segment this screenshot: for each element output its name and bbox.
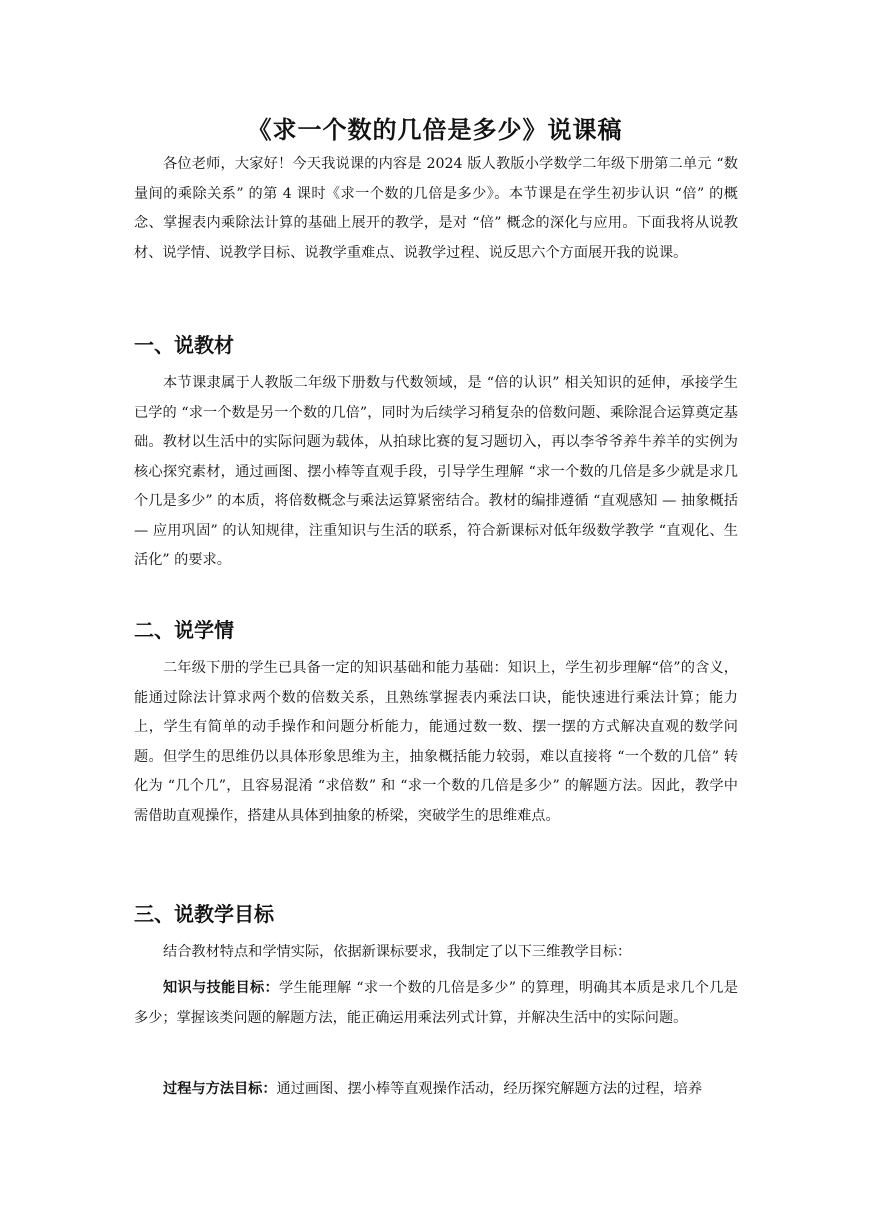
- goal-knowledge-text: 学生能理解 “求一个数的几倍是多少” 的算理，明确其本质是求几个几是多少；掌握该类问题的解题方法，能正确运用乘法列式计算，并解决生活中的实际问题。: [134, 980, 738, 1026]
- intro-paragraph: 各位老师，大家好！今天我说课的内容是 2024 版人教版小学数学二年级下册第二单元 “数量间的乘除关系” 的第 4 课时《求一个数的几倍是多少》。本节课是在学生初步认识 “倍” 的概念、掌握表内乘除法计算的基础上展开的教学，是对 “倍” 概念的深化与应用。下面我将从说教材、说学情、说教学目标、说教学重难点、说教学过程、说反思六个方面展开我的说课。: [134, 156, 738, 261]
- section-heading-students: 二、说学情: [134, 618, 234, 642]
- document-title: 《求一个数的几倍是多少》说课稿: [247, 116, 623, 144]
- goal-process-lead: 过程与方法目标：: [163, 1081, 277, 1097]
- section-body-textbook: 本节课隶属于人教版二年级下册数与代数领域，是 “倍的认识” 相关知识的延伸，承接学生已学的 “求一个数是另一个数的几倍”，同时为后续学习稍复杂的倍数问题、乘除混合运算奠定基础。教材以生活中的实际问题为载体，从拍球比赛的复习题切入，再以李爷爷养牛养羊的实例为核心探究素材，通过画图、摆小棒等直观手段，引导学生理解 “求一个数的几倍是多少就是求几个几是多少” 的本质，将倍数概念与乘法运算紧密结合。教材的编排遵循 “直观感知 — 抽象概括 — 应用巩固” 的认知规律，注重知识与生活的联系，符合新课标对低年级数学教学 “直观化、生活化” 的要求。: [134, 375, 738, 568]
- goal-knowledge-paragraph: [134, 974, 738, 1033]
- section-heading-textbook: 一、说教材: [134, 333, 234, 357]
- section-heading-goals: 三、说教学目标: [134, 902, 274, 926]
- goal-process-paragraph: [134, 1075, 738, 1105]
- section-body-goals: 结合教材特点和学情实际，依据新课标要求，我制定了以下三维教学目标：: [163, 944, 632, 960]
- section-body-students: 二年级下册的学生已具备一定的知识基础和能力基础：知识上，学生初步理解“倍”的含义，能通过除法计算求两个数的倍数关系，且熟练掌握表内乘法口诀，能快速进行乘法计算；能力上，学生有简单的动手操作和问题分析能力，能通过数一数、摆一摆的方式解决直观的数学问题。但学生的思维仍以具体形象思维为主，抽象概括能力较弱，难以直接将 “一个数的几倍” 转化为 “几个几”，且容易混淆 “求倍数” 和 “求一个数的几倍是多少” 的解题方法。因此，教学中需借助直观操作，搭建从具体到抽象的桥梁，突破学生的思维难点。: [134, 660, 738, 824]
- goal-knowledge-lead: 知识与技能目标：: [163, 980, 279, 996]
- goal-process-text: 通过画图、摆小棒等直观操作活动，经历探究解题方法的过程，培养: [276, 1081, 703, 1097]
